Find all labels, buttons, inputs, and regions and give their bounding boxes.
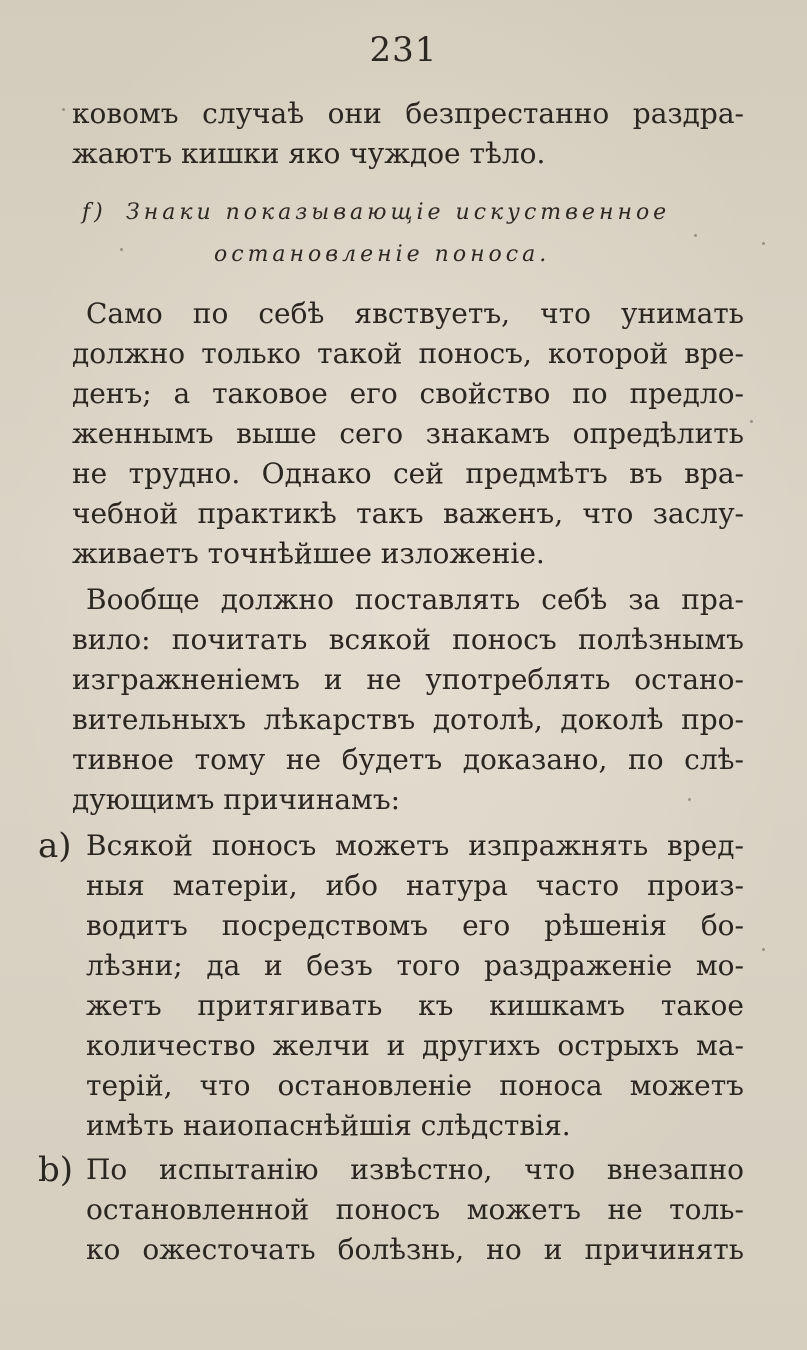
section-label: f) (82, 200, 107, 225)
paper-speck (694, 234, 697, 237)
paragraph-line: живаетъ точнѣйшее изложенiе. (72, 537, 545, 570)
list-item-line: терiй, что остановленiе поноса можетъ (86, 1069, 744, 1102)
text-line: ковомъ случаѣ они безпрестанно раздра- (72, 97, 744, 130)
paper-speck (750, 420, 753, 423)
list-item-line: количество желчи и другихъ острыхъ ма- (86, 1029, 744, 1062)
list-item-line: жетъ притягивать къ кишкамъ такое (86, 989, 744, 1022)
list-item-line: ныя матерiи, ибо натура часто произ- (86, 869, 744, 902)
paragraph-line: Само по себѣ явствуетъ, что унимать (86, 297, 744, 330)
paragraph-line: не трудно. Однако сей предмѣтъ въ вра- (72, 457, 744, 490)
page-number: 231 (369, 30, 438, 70)
list-item-line: водитъ посредствомъ его рѣшенiя бо- (86, 909, 744, 942)
list-item-line: Всякой поносъ можетъ изпражнять вред- (86, 829, 744, 862)
paragraph-line: чебной практикѣ такъ важенъ, что заслу- (72, 497, 744, 530)
paragraph-line: женнымъ выше сего знакамъ опредѣлить (72, 417, 744, 450)
paragraph-line: Вообще должно поставлять себѣ за пра- (86, 583, 744, 616)
list-item-line: остановленной поносъ можетъ не толь- (86, 1193, 744, 1226)
paper-speck (762, 242, 765, 245)
paragraph-line: тивное тому не будетъ доказано, по слѣ- (72, 743, 744, 776)
paper-speck (762, 948, 765, 951)
list-item-line: По испытанiю извѣстно, что внезапно (86, 1153, 744, 1186)
list-item-line: лѣзни; да и безъ того раздраженiе мо- (86, 949, 744, 982)
paragraph-line: изгражненiемъ и не употреблять остано- (72, 663, 744, 696)
paragraph-line: должно только такой поносъ, которой вре- (72, 337, 744, 370)
section-title-line: остановленiе поноса. (214, 242, 551, 267)
list-item-letter: a) (38, 826, 72, 866)
paper-speck (688, 798, 691, 801)
section-title-line: Знаки показывающiе искуственное (126, 200, 671, 225)
paragraph-line: дующимъ причинамъ: (72, 783, 401, 816)
list-item-letter: b) (38, 1150, 74, 1190)
paragraph-line: денъ; а таковое его свойство по предло- (72, 377, 744, 410)
paragraph-line: вительныхъ лѣкарствъ дотолѣ, доколѣ про- (72, 703, 744, 736)
paper-speck (62, 108, 65, 111)
text-line: жаютъ кишки яко чуждое тѣло. (72, 137, 546, 170)
paper-speck (120, 248, 123, 251)
list-item-line: ко ожесточать болѣзнь, но и причинять (86, 1233, 744, 1266)
paragraph-line: вило: почитать всякой поносъ полѣзнымъ (72, 623, 744, 656)
list-item-line: имѣть наиопаснѣйшiя слѣдствiя. (86, 1109, 571, 1142)
